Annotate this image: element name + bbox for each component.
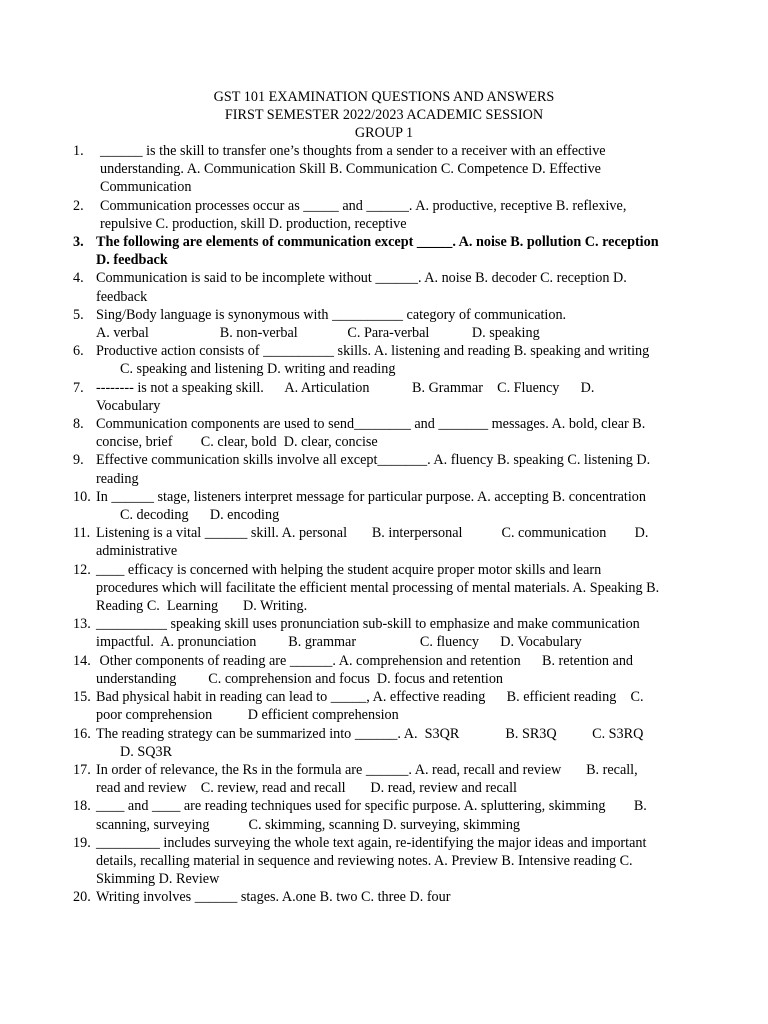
- question-number: 17.: [73, 761, 91, 778]
- question-text-line: Sing/Body language is synonymous with __________ category of communication.: [96, 306, 567, 323]
- question-text-line: Communication: [100, 179, 192, 196]
- question-text-line: Effective communication skills involve all except_______. A. fluency B. speaking C. listening D.: [96, 452, 651, 469]
- question-text-line: In ______ stage, listeners interpret message for particular purpose. A. accepting B. concentration: [96, 488, 646, 505]
- question-text-line: feedback: [96, 288, 148, 305]
- question-number: 11.: [73, 525, 91, 542]
- question-item: [0, 142, 768, 197]
- question-text-line: _________ includes surveying the whole text again, re-identifying the major ideas and important: [96, 834, 647, 851]
- question-number: 13.: [73, 616, 91, 633]
- question-text-line: Skimming D. Review: [96, 871, 220, 888]
- question-number: 12.: [73, 561, 91, 578]
- question-text-line: understanding. A. Communication Skill B. Communication C. Competence D. Effective: [100, 161, 601, 178]
- question-number: 10.: [73, 488, 91, 505]
- question-item: [0, 342, 768, 378]
- document-title: GST 101 EXAMINATION QUESTIONS AND ANSWERS: [213, 89, 555, 105]
- question-item: [0, 834, 768, 889]
- question-item: [0, 888, 768, 906]
- question-item: [0, 524, 768, 560]
- question-item: [0, 269, 768, 305]
- question-number: 8.: [73, 416, 84, 433]
- question-number: 20.: [73, 889, 91, 906]
- question-number: 7.: [73, 379, 84, 396]
- question-text-line: read and review C. review, read and recall D. read, review and recall: [96, 780, 517, 797]
- question-text-line: Bad physical habit in reading can lead to _____, A. effective reading B. efficient reading C.: [96, 689, 644, 706]
- question-text-line: C. decoding D. encoding: [120, 507, 280, 524]
- question-text-line: Communication processes occur as _____ and ______. A. productive, receptive B. reflexive,: [100, 197, 627, 214]
- question-item: [0, 761, 768, 797]
- question-text-line: poor comprehension D efficient comprehension: [96, 707, 399, 724]
- question-item: [0, 652, 768, 688]
- question-text-line: C. speaking and listening D. writing and reading: [120, 361, 396, 378]
- question-text-line: details, recalling material in sequence and reviewing notes. A. Preview B. Intensive reading C.: [96, 852, 633, 869]
- question-text-line: administrative: [96, 543, 178, 560]
- question-number: 16.: [73, 725, 91, 742]
- question-text-line: __________ speaking skill uses pronunciation sub-skill to emphasize and make communication: [96, 616, 640, 633]
- question-list: [0, 142, 768, 907]
- question-text-line: The reading strategy can be summarized into ______. A. S3QR B. SR3Q C. S3RQ: [96, 725, 644, 742]
- question-number: 5.: [73, 306, 84, 323]
- question-number: 3.: [73, 234, 84, 251]
- question-item: [0, 797, 768, 833]
- question-text-line: Vocabulary: [96, 397, 161, 414]
- question-text-line: D. SQ3R: [120, 743, 173, 760]
- question-item: [0, 415, 768, 451]
- question-number: 18.: [73, 798, 91, 815]
- question-number: 19.: [73, 834, 91, 851]
- question-text-line: understanding C. comprehension and focus D. focus and retention: [96, 670, 504, 687]
- question-item: [0, 725, 768, 761]
- question-text-line: ______ is the skill to transfer one’s thoughts from a sender to a receiver with an effective: [100, 143, 606, 159]
- document-subtitle: FIRST SEMESTER 2022/2023 ACADEMIC SESSION: [224, 107, 544, 124]
- question-number: 6.: [73, 343, 84, 360]
- question-text-line: Communication components are used to send________ and _______ messages. A. bold, clear B.: [96, 416, 646, 433]
- question-text-line: ____ efficacy is concerned with helping the student acquire proper motor skills and learn: [96, 561, 602, 578]
- question-text-line: Writing involves ______ stages. A.one B. two C. three D. four: [96, 889, 451, 906]
- question-text-line: Communication is said to be incomplete without ______. A. noise B. decoder C. reception D.: [96, 270, 627, 287]
- question-text-line: repulsive C. production, skill D. production, receptive: [100, 215, 407, 232]
- question-text-line: reading: [96, 470, 139, 487]
- question-number: 15.: [73, 689, 91, 706]
- question-text-line: concise, brief C. clear, bold D. clear, concise: [96, 434, 378, 451]
- question-text-line: -------- is not a speaking skill. A. Articulation B. Grammar C. Fluency D.: [96, 379, 595, 396]
- question-number: 9.: [73, 452, 84, 469]
- question-text-line: The following are elements of communication except _____. A. noise B. pollution C. reception: [96, 234, 659, 251]
- question-text-line: In order of relevance, the Rs in the formula are ______. A. read, recall and review B. recall,: [96, 761, 638, 778]
- group-heading: GROUP 1: [354, 125, 414, 142]
- question-number: 1.: [73, 143, 84, 159]
- question-item: [0, 306, 768, 342]
- question-item: [0, 233, 768, 269]
- question-text-line: impactful. A. pronunciation B. grammar C. fluency D. Vocabulary: [96, 634, 582, 651]
- question-item: [0, 688, 768, 724]
- question-text-line: D. feedback: [96, 252, 168, 269]
- question-number: 4.: [73, 270, 84, 287]
- document-header: [0, 88, 768, 143]
- question-options-line: A. verbal B. non-verbal C. Para-verbal D. speaking: [96, 325, 540, 342]
- question-text-line: Productive action consists of __________ skills. A. listening and reading B. speaking and writing: [96, 343, 650, 360]
- question-text-line: Reading C. Learning D. Writing.: [96, 598, 308, 615]
- question-number: 14.: [73, 652, 91, 669]
- question-item: [0, 615, 768, 651]
- question-number: 2.: [73, 197, 84, 214]
- question-text-line: procedures which will facilitate the efficient mental processing of mental materials. A. Speaking B.: [96, 579, 660, 596]
- question-text-line: scanning, surveying C. skimming, scanning D. surveying, skimming: [96, 816, 521, 833]
- question-item: [0, 197, 768, 233]
- question-item: [0, 451, 768, 487]
- question-item: [0, 379, 768, 415]
- question-item: [0, 561, 768, 616]
- question-text-line: Other components of reading are ______. A. comprehension and retention B. retention and: [96, 652, 634, 669]
- question-text-line: Listening is a vital ______ skill. A. personal B. interpersonal C. communication D.: [96, 525, 649, 542]
- question-text-line: ____ and ____ are reading techniques used for specific purpose. A. spluttering, skimming B.: [96, 798, 647, 815]
- question-item: [0, 488, 768, 524]
